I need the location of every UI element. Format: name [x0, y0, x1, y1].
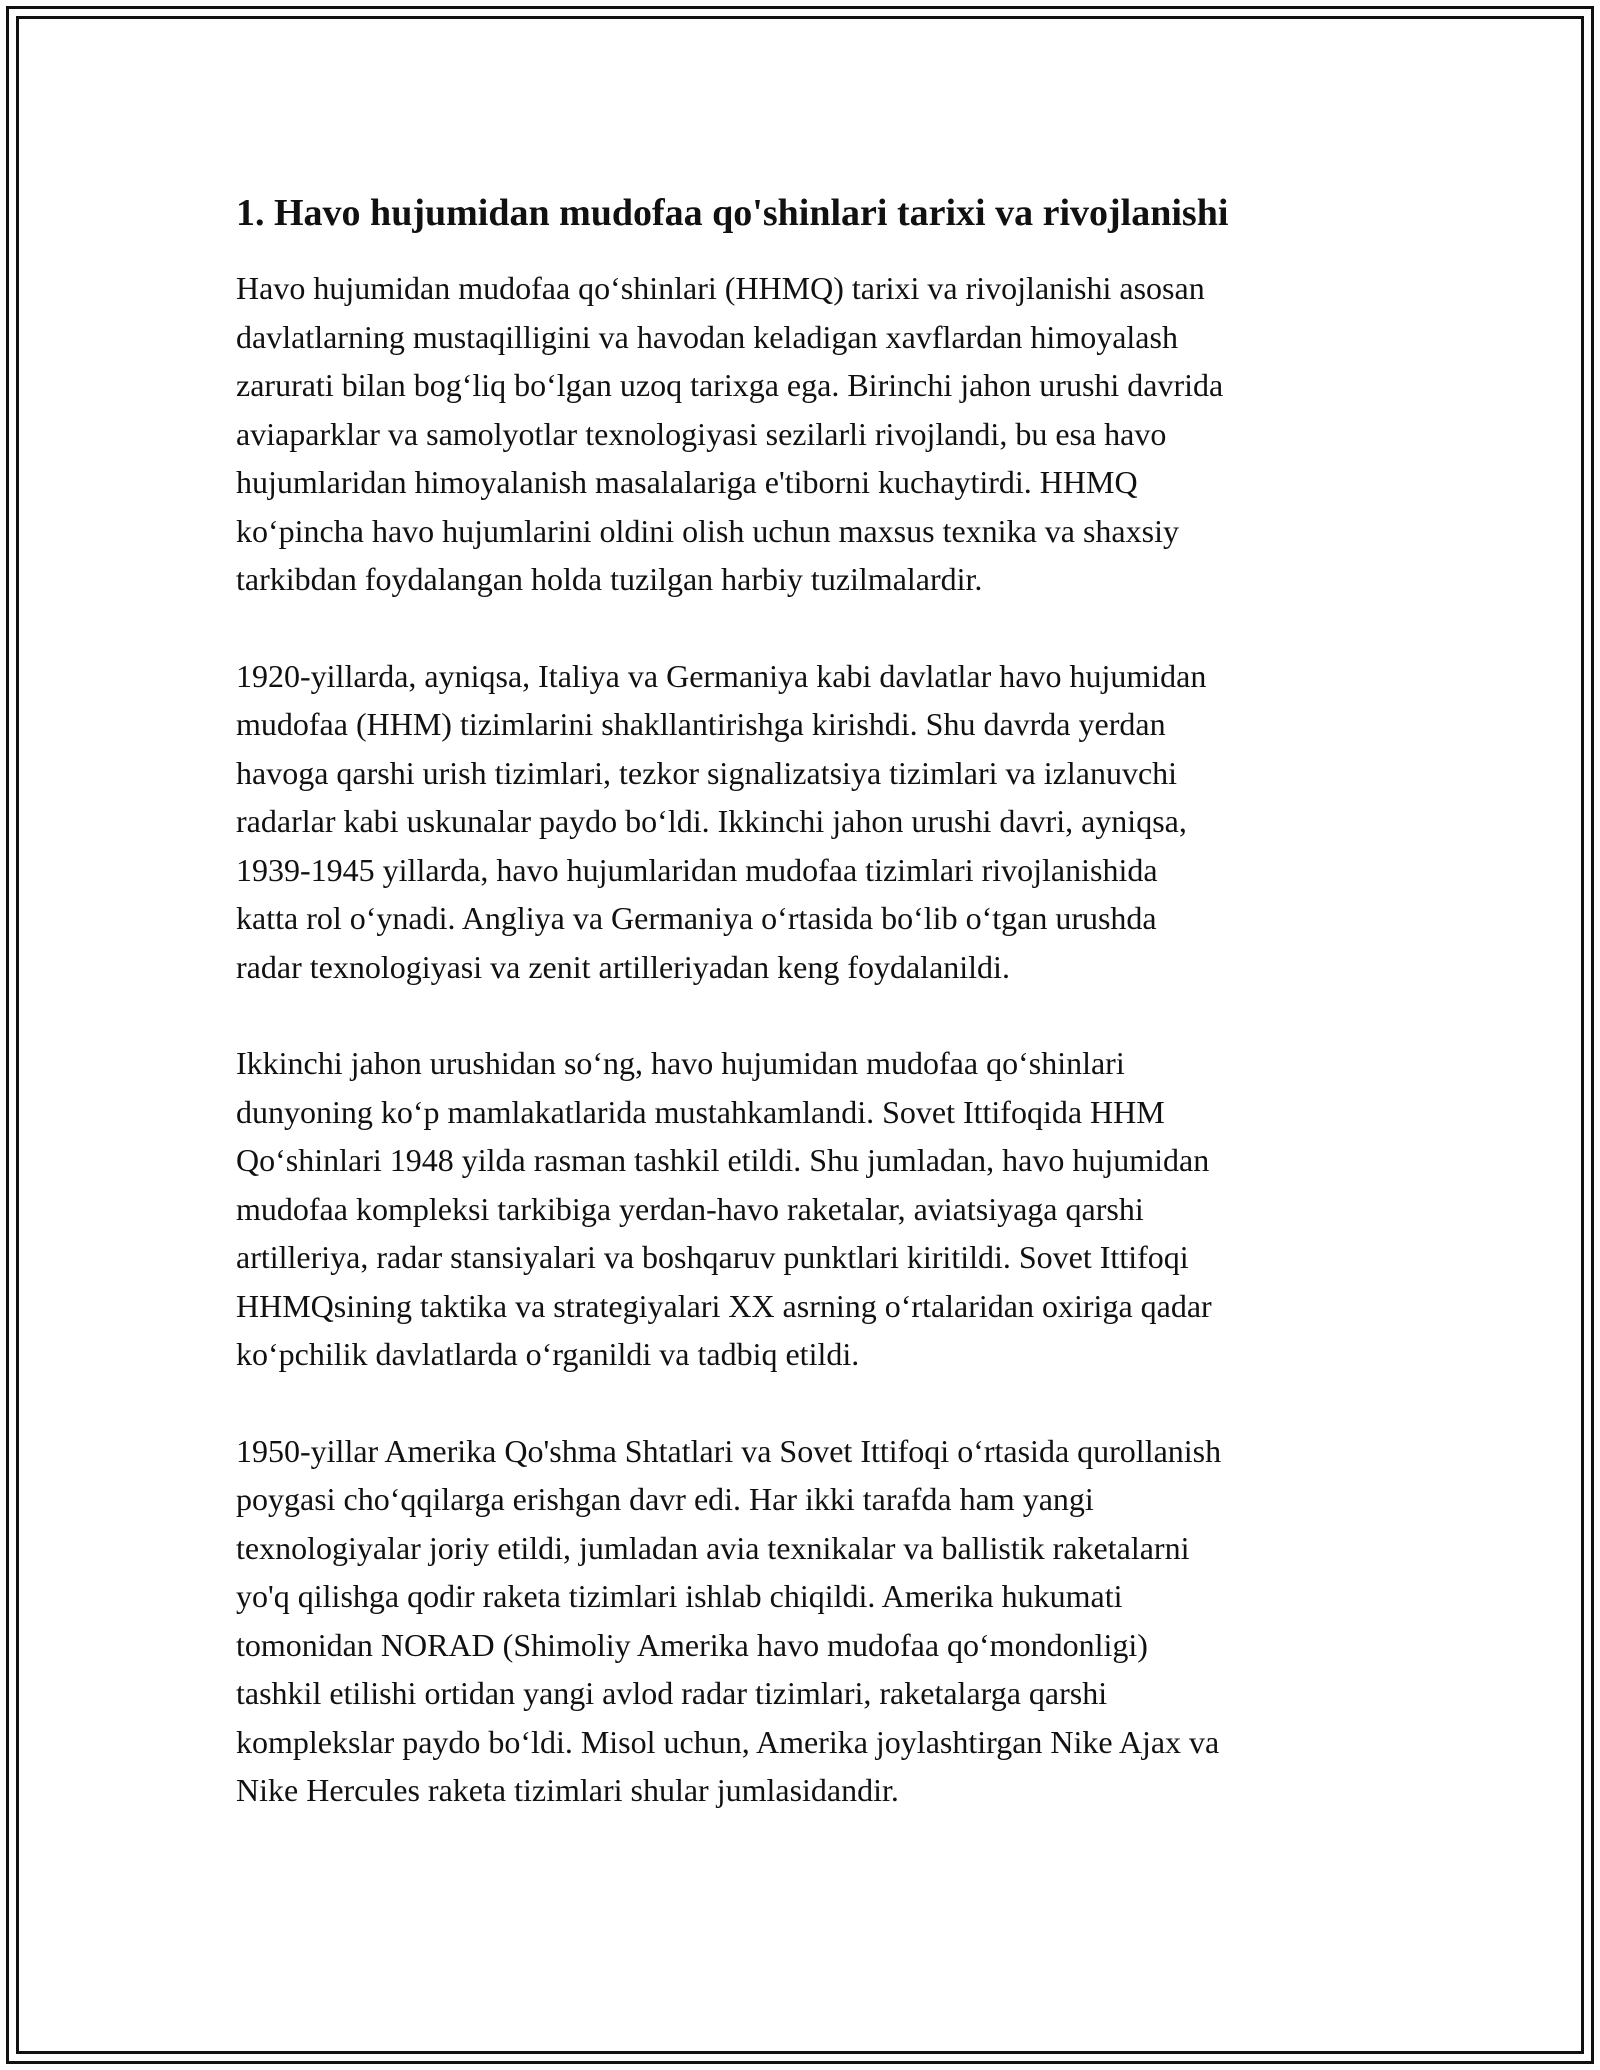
paragraph-3 — [236, 1039, 1376, 1379]
paragraph-1 — [236, 264, 1376, 604]
text-line: Qo‘shinlari 1948 yilda rasman tashkil etildi. Shu jumladan, havo hujumidan — [236, 1142, 1210, 1178]
text-line: mudofaa kompleksi tarkibiga yerdan-havo raketalar, aviatsiyaga qarshi — [236, 1190, 1144, 1227]
text-line: tashkil etilishi ortidan yangi avlod radar tizimlari, raketalarga qarshi — [236, 1675, 1108, 1711]
text-line: 1939-1945 yillarda, havo hujumlaridan mudofaa tizimlari rivojlanishida — [236, 851, 1158, 888]
text-line: poygasi cho‘qqilarga erishgan davr edi. Har ikki tarafda ham yangi — [236, 1481, 1094, 1517]
text-line: zarurati bilan bog‘liq bo‘lgan uzoq tarixga ega. Birinchi jahon urushi davrida — [236, 367, 1224, 403]
text-line: dunyoning ko‘p mamlakatlarida mustahkamlandi. Sovet Ittifoqida HHM — [236, 1093, 1165, 1130]
text-line: radar texnologiyasi va zenit artilleriyadan keng foydalanildi. — [236, 948, 1010, 985]
text-line: 1920-yillarda, ayniqsa, Italiya va Germaniya kabi davlatlar havo hujumidan — [236, 657, 1207, 694]
document-body — [236, 190, 1376, 1863]
text-line: radarlar kabi uskunalar paydo bo‘ldi. Ikkinchi jahon urushi davri, ayniqsa, — [236, 803, 1187, 839]
text-line: aviaparklar va samolyotlar texnologiyasi sezilarli rivojlandi, bu esa havo — [236, 415, 1167, 452]
text-line: Havo hujumidan mudofaa qo‘shinlari (HHMQ) tarixi va rivojlanishi asosan — [236, 270, 1205, 306]
text-line: komplekslar paydo bo‘ldi. Misol uchun, Amerika joylashtirgan Nike Ajax va — [236, 1723, 1220, 1760]
text-line: ko‘pchilik davlatlarda o‘rganildi va tadbiq etildi. — [236, 1336, 860, 1372]
text-line: artilleriya, radar stansiyalari va boshqaruv punktlari kiritildi. Sovet Ittifoqi — [236, 1239, 1189, 1275]
text-line: katta rol o‘ynadi. Angliya va Germaniya o‘rtasida bo‘lib o‘tgan urushda — [236, 900, 1157, 936]
text-line: havoga qarshi urish tizimlari, tezkor signalizatsiya tizimlari va izlanuvchi — [236, 754, 1178, 791]
text-line: Ikkinchi jahon urushidan so‘ng, havo hujumidan mudofaa qo‘shinlari — [236, 1045, 1125, 1081]
text-line: HHMQsining taktika va strategiyalari XX asrning o‘rtalaridan oxiriga qadar — [236, 1287, 1212, 1324]
paragraph-4 — [236, 1427, 1376, 1815]
paragraph-2 — [236, 652, 1376, 992]
text-line: davlatlarning mustaqilligini va havodan keladigan xavflardan himoyalash — [236, 318, 1178, 355]
text-line: tarkibdan foydalangan holda tuzilgan harbiy tuzilmalardir. — [236, 561, 983, 597]
text-line: Nike Hercules raketa tizimlari shular jumlasidandir. — [236, 1772, 899, 1808]
text-line: 1950-yillar Amerika Qo'shma Shtatlari va Sovet Ittifoqi o‘rtasida qurollanish — [236, 1432, 1222, 1469]
text-line: yo'q qilishga qodir raketa tizimlari ishlab chiqildi. Amerika hukumati — [236, 1578, 1123, 1614]
section-heading: 1. Havo hujumidan mudofaa qo'shinlari tarixi va rivojlanishi — [236, 192, 1229, 234]
text-line: texnologiyalar joriy etildi, jumladan avia texnikalar va ballistik raketalarni — [236, 1529, 1190, 1566]
text-line: mudofaa (HHM) tizimlarini shakllantirishga kirishdi. Shu davrda yerdan — [236, 706, 1166, 742]
text-line: tomonidan NORAD (Shimoliy Amerika havo mudofaa qo‘mondonligi) — [236, 1626, 1148, 1663]
text-line: ko‘pincha havo hujumlarini oldini olish uchun maxsus texnika va shaxsiy — [236, 512, 1179, 549]
text-line: hujumlaridan himoyalanish masalalariga e'tiborni kuchaytirdi. HHMQ — [236, 464, 1138, 500]
